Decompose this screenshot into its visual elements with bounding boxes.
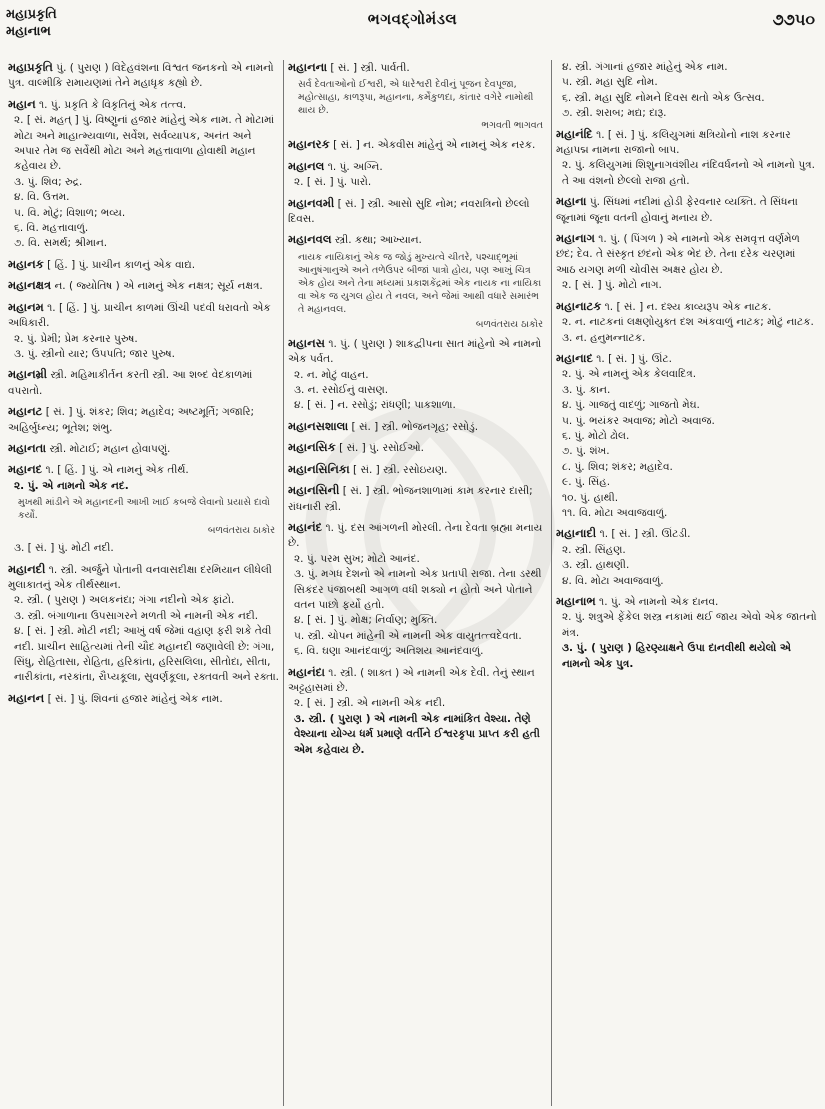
dictionary-entry — [288, 137, 547, 153]
dictionary-entry — [288, 60, 547, 132]
dictionary-entry — [8, 300, 279, 363]
entry-definition: ન. ( જ્યોતિષ ) એ નામનું એક નક્ષત્ર; સૂર્ય નક્ષત્ર. — [54, 280, 263, 293]
entry-sense: ૨. પું. કલિયુગમાં શિશુનાગવંશીય નંદિવર્ધનનો એ નામનો પુત્ર. તે આ વંશનો છેલ્લો રાજા હતો. — [562, 159, 815, 187]
entry-definition: [ સં. ] સ્ત્રી. પાર્વતી. — [330, 62, 410, 74]
entry-headword: મહાનવમી — [288, 195, 335, 210]
entry-definition: [ સં. ] પું. શંકર; શિવ; મહાદેવ; અષ્ટમૂર્તિ; ગજારિ; અહિર્બુધ્ન્ય; ભૂતેશ; શંભુ. — [8, 406, 255, 434]
header-first-word: મહાપ્રકૃતિ — [6, 7, 57, 22]
entry-main — [8, 97, 279, 113]
entry-main — [8, 257, 279, 273]
entry-sense: ૫. સ્ત્રી. મહા સુદિ નોમ. — [562, 76, 658, 89]
dictionary-entry — [8, 257, 279, 273]
dictionary-entry — [8, 278, 279, 294]
entry-main — [288, 336, 547, 368]
dictionary-columns — [4, 60, 821, 1106]
entry-headword: મહાનાદ — [556, 350, 593, 365]
entry-sense: ૬. પું. મોટો ઢોલ. — [562, 429, 630, 442]
entry-headword: મહાનક — [8, 256, 44, 271]
entry-definition: [ સં. ] પું. શિવનાં હજાર માંહેનું એક નામ. — [47, 692, 223, 705]
entry-sense: ૩. પું. સ્ત્રીનો યાર; ઉપપતિ; જાર પુરુષ. — [14, 347, 176, 360]
entry-headword: મહાનંદિ — [556, 126, 593, 141]
entry-sense: ૨. પું. એ નામનું એક કેલવાદિત્ર. — [562, 368, 697, 381]
page-header — [0, 0, 825, 56]
entry-attribution: બળવંતરાય ઠાકોર — [207, 525, 275, 537]
entry-sense: ૬. વિ. ઘણા આનંદવાળું; અતિશય આનંદવાળું. — [294, 645, 484, 658]
entry-sense: ૨. પું. શત્રુએ ફેંકેલ શસ્ત્ર નકામાં થઈ જાય એવો એક જાતનો મંત્ર. — [562, 611, 817, 639]
entry-headword: મહાનાભ — [556, 594, 596, 608]
column-right — [552, 60, 821, 1106]
entry-main — [556, 194, 817, 226]
entry-attribution: ભગવતી ભાગવત — [481, 120, 543, 132]
entry-main — [288, 483, 547, 515]
entry-headword: મહાનતા — [8, 440, 47, 455]
entry-headword: મહાનસશાલા — [288, 418, 349, 433]
entry-headword: મહાનંદ — [288, 519, 323, 534]
dictionary-entry — [8, 562, 279, 686]
entry-headword: મહાનલ — [288, 158, 325, 173]
entry-definition: ૧. સ્ત્રી. અર્જુને પોતાની વનવાસદીક્ષા દરમિયાન લીધેલી મુલાકાતનું એક તીર્થસ્થાન. — [8, 563, 272, 591]
dictionary-entry — [288, 196, 547, 228]
entry-sense: ૮. પું. શિવ; શંકર; મહાદેવ. — [562, 460, 673, 473]
entry-main — [8, 441, 279, 457]
entry-headword: મહાનાદી — [556, 526, 597, 541]
entry-main — [556, 231, 817, 278]
entry-headword: મહાનસિક — [288, 440, 336, 455]
dictionary-entry — [288, 440, 547, 456]
entry-definition: સ્ત્રી. મહિમાકીર્તન કરતી સ્ત્રી. આ શબ્દ વેદકાળમાં વપરાતો. — [8, 369, 253, 397]
entry-definition: ૧. પું. ( પિંગળ ) એ નામનો એક સમવૃત્ત વર્ણમેળ છંદ; દેવ. તે સંસ્કૃત છંદનો એક ભેદ છે. તેના દરેક ચરણમાં આઠ યગણ મળી ચોવીસ અક્ષર હોય છે. — [556, 233, 800, 276]
entry-quotation: સર્વ દેવતાઓનો ઈશ્વરી, એ ધારેશ્વરી દેવીનું પૂજન દેવપૂજા, મહોત્સાહા, કાળરૂપા, મહાનના, કર્મેકુળદા, કાંતાર વગેરે નામોથી થાય છે. — [298, 79, 534, 117]
dictionary-entry — [556, 299, 817, 346]
entry-main — [288, 159, 547, 175]
entry-sense: ૭. વિ. સમર્થ; શ્રીમાન. — [14, 237, 108, 250]
entry-headword: મહાપ્રકૃતિ — [8, 60, 53, 74]
dictionary-entry — [8, 404, 279, 436]
entry-headword: મહાનાગ — [556, 231, 595, 246]
entry-definition: ૧. પું. અગ્નિ. — [327, 160, 383, 173]
entry-definition: સ્ત્રી. મોટાઈ; મહાન હોવાપણું. — [49, 442, 171, 455]
entry-sense: ૨. પું. પ્રેમી; પ્રેમ કરનાર પુરુષ. — [14, 332, 138, 345]
entry-sense: ૨. પું. એ નામનો એક નદ. — [14, 479, 129, 492]
entry-definition: ૧. [ સં. ] ન. દશ્ય કાવ્યરૂપ એક નાટક. — [604, 300, 772, 313]
entry-definition: પું. સિંધમાં નદીમાં હોડી ફેરવનાર વ્યક્તિ. તે સિંધના જૂનામાં જૂના વતની હોવાનું મનાય છે. — [556, 196, 798, 224]
entry-sense: ૨. [ સં. ] પું. પારો. — [294, 176, 372, 189]
entry-sense: ૪. સ્ત્રી. ગંગાનાં હજાર માંહેનું એક નામ. — [562, 61, 728, 73]
dictionary-entry — [556, 594, 817, 672]
dictionary-entry — [288, 483, 547, 515]
entry-main — [288, 462, 547, 478]
entry-main — [8, 404, 279, 436]
entry-definition: ૧. [ સં. ] પું. ઊંટ. — [596, 352, 672, 365]
entry-sense: ૫. પું. ભયંકર અવાજ; મોટો અવાજ. — [562, 414, 715, 427]
entry-headword: મહાના — [556, 194, 587, 209]
entry-headword: મહાનાટક — [556, 298, 602, 313]
entry-sense: ૨. ન. મોટું વાહન. — [294, 368, 369, 381]
entry-sense: ૩. પું. શિવ; રુદ્ર. — [14, 175, 83, 188]
entry-main — [556, 351, 817, 367]
entry-sense: ૩. પું. ( પુરાણ ) હિરણ્યાક્ષને ઉપા દાનવીથી થયેલો એ નામનો એક પુત્ર. — [562, 642, 791, 670]
header-last-word: મહાનાભ — [6, 24, 51, 39]
dictionary-entry — [8, 60, 279, 92]
dictionary-entry — [288, 665, 547, 758]
entry-definition: [ સં. ] સ્ત્રી. આસો સુદિ નોમ; નવરાત્રિનો છેલ્લો દિવસ. — [288, 197, 530, 226]
entry-sense: ૨. ન. નાટકનાં લક્ષણોયુક્ત દશ અંકવાળું નાટક; મોટું નાટક. — [562, 316, 814, 329]
entry-main — [556, 594, 817, 610]
entry-headword: મહાનદી — [8, 561, 46, 576]
entry-sense: ૨. [ સં. ] પું. મોટો નાગ. — [562, 279, 662, 292]
entry-sense: ૩. ન. રસોઈનું વાસણ. — [294, 384, 389, 397]
entry-main — [556, 526, 817, 542]
entry-sense: ૩. પું. કાન. — [562, 383, 611, 396]
page-number: ૭૭૫૦ — [772, 10, 815, 29]
entry-main — [288, 520, 547, 552]
dictionary-entry — [556, 351, 817, 521]
entry-definition: પું. ( પુરાણ ) વિદેહવંશના વિશ્વત જનકનો એ નામનો પુત્ર. વાલ્મીકિ રામાયણમાં તેને મહાધૃક કહ્યો છે. — [8, 62, 274, 90]
entry-main — [288, 232, 547, 248]
entry-headword: મહાનંદા — [288, 664, 325, 679]
entry-sense: ૩. ન. હનુમન્નાટક. — [562, 331, 646, 344]
entry-main — [556, 299, 817, 315]
entry-definition: [ સં. ] સ્ત્રી. ભોજનશાળામાં કામ કરનાર દાસી; રાંધનારી સ્ત્રી. — [288, 485, 533, 513]
entry-main — [288, 137, 547, 153]
entry-main — [8, 562, 279, 594]
entry-headword: મહાનસિની — [288, 483, 340, 498]
entry-definition: સ્ત્રી. કથા; આખ્યાન. — [334, 234, 422, 247]
entry-sense: ૧૧. વિ. મોટા અવાજવાળું. — [562, 506, 668, 519]
entry-sense: ૬. સ્ત્રી. મહા સુદિ નોમને દિવસ થતો એક ઉત્સવ. — [562, 91, 765, 104]
entry-main — [288, 665, 547, 697]
entry-main — [288, 419, 547, 435]
entry-sense: ૫. સ્ત્રી. ચોપન માંહેની એ નામની એક વાયુતત્ત્વદેવતા. — [294, 629, 522, 642]
entry-sense: ૪. પું. ગાજતું વાદળું; ગાજતો મેઘ. — [562, 399, 700, 412]
entry-sense: ૯. પું. સિંહ. — [562, 476, 611, 489]
entry-sense: ૫. વિ. મોટું; વિશાળ; ભવ્ય. — [14, 206, 126, 219]
dictionary-entry — [556, 127, 817, 190]
entry-sense: ૨. [ સં. મહત્ ] પું. વિષ્ણુનાં હજાર માંહેનું એક નામ. તે મોટામાં મોટા અને માહાત્મ્યવાળા, સર્વેશ, સર્વવ્યાપક, અનંત અને અપાર તેમ જ સર્વેથી મોટા અને મહત્તાવાળા હોવાથી મહાન કહેવાય છે. — [14, 114, 275, 173]
entry-headword: મહાનક્ષત્ર — [8, 278, 52, 293]
entry-sense: ૨. સ્ત્રી. ( પુરાણ ) અલકનંદા; ગંગા નદીનો એક ફાંટો. — [14, 594, 235, 607]
entry-definition: [ સં. ] સ્ત્રી. રસોઇયણ. — [353, 463, 448, 476]
dictionary-entry — [8, 462, 279, 556]
entry-quotation: મુખથી માંડીને એ મહાનદની આખી ખાઈ કબજે લેવાનો પ્રયાસે દાવો કર્યો. — [18, 497, 270, 522]
entry-main — [8, 462, 279, 478]
dictionary-entry — [8, 691, 279, 707]
entry-definition: [ હિં. ] પું. પ્રાચીન કાળનું એક વાદ્ય. — [47, 258, 196, 271]
entry-headword: મહાનટ — [8, 404, 43, 419]
entry-definition: ૧. પું. એ નામનો એક દાનવ. — [599, 596, 719, 608]
entry-main — [288, 440, 547, 456]
entry-definition: [ સં. ] પું. રસોઈઓ. — [339, 442, 424, 455]
entry-headword: મહાનના — [288, 60, 328, 74]
dictionary-entry — [8, 97, 279, 252]
entry-main — [8, 300, 279, 332]
entry-definition: ૧. પું. દસ આંગળની મોરલી. તેના દેવતા બ્રહ્મા મનાય છે. — [288, 521, 543, 550]
entry-sense: ૪. વિ. ઉત્તમ. — [14, 191, 70, 204]
entry-definition: ૧. સ્ત્રી. ( શાક્ત ) એ નામની એક દેવી. તેનું સ્થાન અટ્ટહાસમાં છે. — [288, 666, 535, 694]
entry-definition: ૧. [ હિં. ] પું. એ નામનું એક તીર્થ. — [45, 464, 189, 477]
entry-sense: ૨. [ સં. ] સ્ત્રી. એ નામની એક નદી. — [294, 697, 446, 710]
entry-sense: ૬. વિ. મહત્તાવાળું. — [14, 222, 89, 235]
dictionary-entry — [288, 462, 547, 478]
entry-quotation: નાયક નાયિકાનું એક જ જોડું મુખ્યત્વે ચીતરે, પશ્ચાદ્ભૂમાં આનુષંગાનુએ અને તળેઉપર બીજાં પાત્રો હોય, પણ આખું ચિત્ર એક હોય અને તેના મધ્યમાં પ્રકાશકેંદ્રમાં એક નાયક ના નાયિકા વા એક જ યુગલ હોય તે નવલ, અને જેમાં આથી વધારે સમારંભ તે મહાનવલ. — [298, 251, 542, 315]
entry-headword: મહાનમ — [8, 299, 44, 314]
entry-headword: મહાનન — [8, 690, 45, 705]
column-middle — [284, 60, 552, 1106]
dictionary-entry — [556, 194, 817, 226]
entry-sense: ૩. [ સં. ] પું. મોટી નદી. — [14, 542, 114, 555]
entry-sense: ૭. સ્ત્રી. શરાબ; મદ્ય; દારૂ. — [562, 107, 667, 120]
entry-main — [288, 60, 547, 76]
dictionary-entry — [288, 520, 547, 660]
entry-sense: ૩. સ્ત્રી. બંગાળાના ઉપસાગરને મળતી એ નામની એક નદી. — [14, 609, 259, 622]
entry-headword: મહાન — [8, 96, 36, 111]
entry-sense: ૪. [ સં. ] પું. મોક્ષ; નિર્વાણ; મુક્તિ. — [294, 614, 438, 627]
dictionary-entry — [288, 419, 547, 435]
entry-main — [8, 278, 279, 294]
entry-headword: મહાનરક — [288, 137, 330, 152]
dictionary-entry — [8, 441, 279, 457]
entry-sense: ૨. પું. પરમ સુખ; મોટો આનંદ. — [294, 552, 420, 565]
dictionary-entry — [288, 232, 547, 330]
entry-definition: ૧. [ હિં. ] પું. પ્રાચીન કાળમાં ઊંચી પદવી ધરાવતો એક અધિકારી. — [8, 301, 271, 330]
entry-attribution: બળવંતરાય ઠાકોર — [475, 318, 543, 330]
entry-headword: મહાનસિનિકા — [288, 461, 350, 476]
dictionary-entry — [288, 336, 547, 414]
dictionary-entry — [556, 60, 817, 122]
entry-sense: ૧૦. પું. હાથી. — [562, 491, 619, 504]
entry-sense: ૪. [ સં. ] સ્ત્રી. મોટી નદી; આખું વર્ષ જેમાં વહાણ ફરી શકે તેવી નદી. પ્રાચીન સાહિત્યમાં તેની ચૌદ મહાનદી જણાવેલી છે: ગંગા, સિંધુ, રોહિતાસા, રોહિતા, હરિકાંતા, હરિસલિલા, સીતોદા, સીતા, નારીકાંતા, નરકાંતા, રૌપ્યકૂલા, સુવર્ણકૂલા, રક્તવતી અને રક્તા. — [14, 625, 279, 684]
dictionary-entry — [288, 159, 547, 191]
entry-sense: ૩. સ્ત્રી. ( પુરાણ ) એ નામની એક નામાંકિત વેશ્યા. તેણે વેશ્યાના યોગ્ય ધર્મ પ્રમાણે વર્તીને ઈશ્વરકૃપા પ્રાપ્ત કરી હતી એમ કહેવાય છે. — [294, 712, 540, 756]
entry-main — [8, 691, 279, 707]
dictionary-entry — [556, 526, 817, 589]
column-left — [4, 60, 284, 1106]
entry-definition: [ સં. ] ન. એકવીસ માંહેનું એ નામનું એક નરક. — [333, 139, 536, 152]
entry-sense: ૩. સ્ત્રી. હાથણી. — [562, 559, 630, 572]
entry-definition: ૧. [ સં. ] પું. કલિયુગમાં ક્ષત્રિયોનો નાશ કરનાર મહાપદ્મ નામના રાજાનો બાપ. — [556, 128, 791, 157]
entry-main — [8, 60, 279, 92]
entry-definition: [ સં. ] સ્ત્રી. ભોજનગૃહ; રસોડું. — [351, 420, 479, 433]
entry-sense: ૨. સ્ત્રી. સિંહણ. — [562, 543, 626, 556]
entry-definition: ૧. પું. ( પુરાણ ) શાકદ્વીપના સાત માંહેનો એ નામનો એક પર્વત. — [288, 337, 542, 366]
entry-sense: ૭. પું. શંખ. — [562, 445, 610, 458]
entry-main — [556, 127, 817, 159]
entry-headword: મહાનદ — [8, 462, 43, 477]
entry-headword: મહાનવલ — [288, 232, 332, 247]
entry-sense: ૪. [ સં. ] ન. રસોડું; રાંધણી; પાકશાળા. — [294, 399, 456, 412]
entry-definition: ૧. પું. પ્રકૃતિ કે વિકૃતિનું એક તત્ત્વ. — [39, 98, 187, 111]
entry-definition: ૧. [ સં. ] સ્ત્રી. ઊંટડી. — [599, 528, 691, 541]
entry-main — [288, 196, 547, 228]
header-title: ભગવદ્ગોમંડલ — [367, 10, 458, 28]
dictionary-entry — [8, 367, 279, 399]
entry-headword: મહાનમ્રી — [8, 367, 48, 382]
dictionary-entry — [556, 231, 817, 294]
entry-main — [8, 367, 279, 399]
entry-headword: મહાનસ — [288, 335, 325, 350]
entry-sense: ૩. પું. મગધ દેશનો એ નામનો એક પ્રતાપી રાજા. તેના ડરથી સિકંદર પંજાબથી આગળ વધી શક્યો ન હોતો અને પોતાને વતન પાછો ફર્યો હતો. — [294, 568, 542, 611]
entry-sense: ૪. વિ. મોટા અવાજવાળું. — [562, 574, 664, 587]
